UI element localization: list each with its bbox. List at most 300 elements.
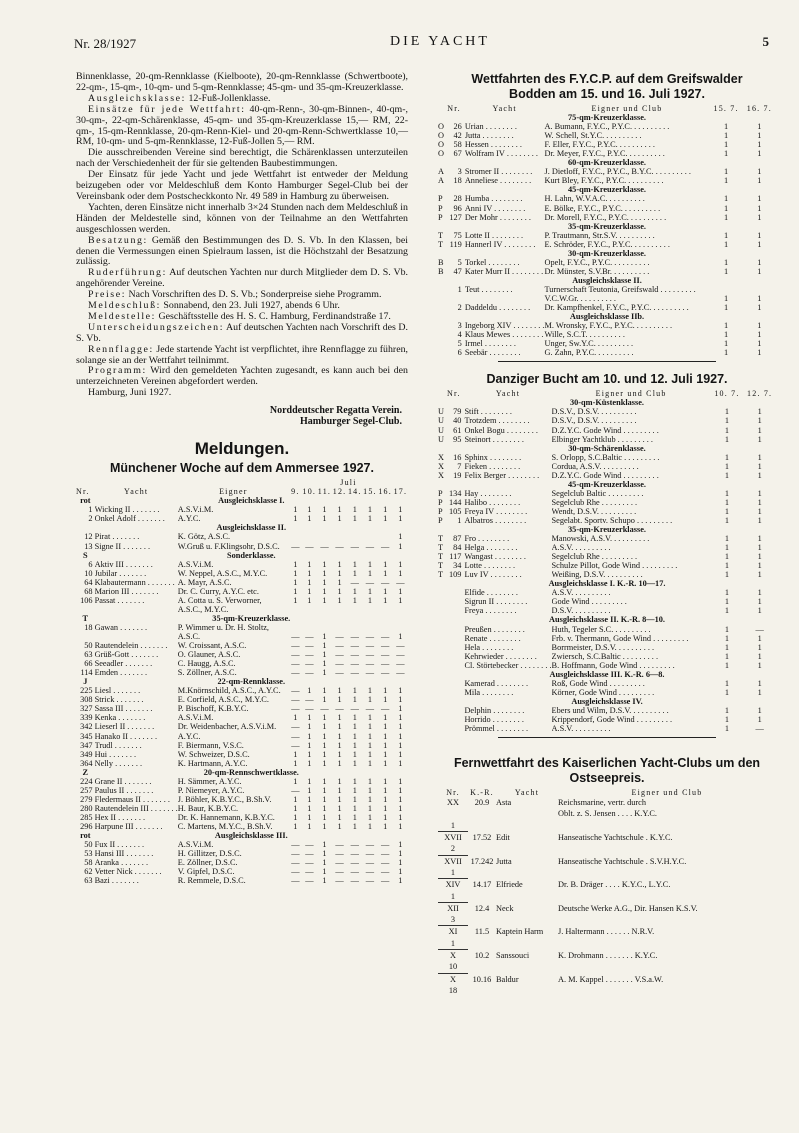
entry-start: — <box>380 641 390 651</box>
table-row <box>76 668 408 677</box>
entry-start: 1 <box>322 668 327 678</box>
entry-yacht: Klaus Mewes . . . . . . . . <box>464 330 544 340</box>
sail-numerator: 2 <box>438 843 468 855</box>
entry-owner: A.S.C., M.Y.C. <box>177 604 229 614</box>
entry-start: — <box>396 659 405 669</box>
entry-start: 1 <box>398 840 403 850</box>
entry-start: 1 <box>757 194 762 204</box>
entry-yacht: Preußen . . . . . . . . <box>464 624 525 634</box>
table-row <box>438 498 776 507</box>
entry-start: 1 <box>724 705 730 715</box>
entry-owner: K. Hartmann, A.Y.C. <box>177 758 248 768</box>
class-row <box>438 670 776 679</box>
entry-yacht: Lotte . . . . . . . . <box>464 561 516 571</box>
sail-letter: P <box>438 488 443 498</box>
entry-number: 345 <box>80 731 93 741</box>
sail-letter: P <box>438 194 443 204</box>
table-row <box>438 416 776 425</box>
header-nr: Nr. <box>76 487 90 497</box>
paragraph-lead: Meldestelle: <box>88 310 157 322</box>
entry-start: — <box>291 650 300 660</box>
entry-start: 1 <box>383 785 388 795</box>
entry-start: — <box>291 695 300 705</box>
entry-yacht: Wangast . . . . . . . . <box>464 552 526 562</box>
sail-letter: P <box>438 515 443 525</box>
entry-yacht: Hay . . . . . . . . <box>464 488 512 498</box>
entry-number: 53 <box>84 849 93 859</box>
entry-yacht: Edit <box>496 833 510 843</box>
entry-start: 1 <box>398 867 403 877</box>
table-header-row <box>76 478 408 487</box>
sail-number: 4 <box>457 330 462 340</box>
entry-start: 1 <box>307 577 312 587</box>
entry-owner: B. Hoffmann, Gode Wind . . . . . . . . . <box>551 660 675 670</box>
entry-start: 1 <box>757 705 762 715</box>
table-header-row <box>438 788 776 797</box>
entry-start: 1 <box>724 497 730 507</box>
entry-yacht: Daddeldu . . . . . . . . <box>464 303 531 313</box>
entry-start: 1 <box>724 425 730 435</box>
table-row <box>76 514 408 523</box>
fycp-title <box>438 72 776 102</box>
entry-start: 1 <box>724 230 729 240</box>
divider <box>498 737 716 738</box>
entry-yacht: Paulus II . . . . . . . <box>94 785 154 795</box>
entry-owner: Hanseatische Yachtschule . K.Y.C. <box>558 833 673 843</box>
entry-start: — <box>291 849 300 859</box>
class-name: Ausgleichsklasse II. K.-R. 8—10. <box>549 615 665 625</box>
entry-number: 280 <box>80 803 93 813</box>
entry-start <box>743 285 776 294</box>
entry-start: — <box>380 867 390 877</box>
entry-start: 1 <box>307 514 312 524</box>
sail-number: 61 <box>453 425 462 435</box>
table-row <box>438 643 776 652</box>
entry-start: 1 <box>757 570 762 580</box>
entry-start: 1 <box>322 731 327 741</box>
entry-owner: Hanseatische Yachtschule . S.V.H.Y.C. <box>558 856 687 866</box>
entry-start: — <box>291 876 300 886</box>
entry-start <box>302 605 317 614</box>
sail-number <box>447 652 464 661</box>
entry-start: — <box>365 577 375 587</box>
entry-owner: Segelclub Baltic . . . . . . . . . <box>551 488 644 498</box>
sail-letter <box>438 625 447 634</box>
entry-start: 1 <box>398 794 403 804</box>
sail-number: 87 <box>453 534 462 544</box>
paragraph-text: Der Einsatz für jede Yacht und jede Wettfahrt ist entweder der Meldung beizugeben oder vor Meldeschluß dem Konto Hamburger Segel-Club bei der Vereinsbank oder dem Postscheckkonto Nr. 49 589 in Hamburg zu überweisen. <box>76 169 408 202</box>
entry-start: 1 <box>307 713 312 723</box>
entry-number: 13 <box>84 541 93 551</box>
entry-yacht: Elfide . . . . . . . . <box>464 588 518 598</box>
class-row <box>76 614 408 623</box>
entry-start: 1 <box>293 812 298 822</box>
entry-start: 1 <box>367 695 373 705</box>
sail-number <box>447 597 464 606</box>
entry-start: 1 <box>322 713 327 723</box>
paragraph-text: Binnenklasse, 20-qm-Rennklasse (Kielboote), 20-qm-Rennklasse (Schwertboote), 22-qm-, 15-qm-, 10-qm- und 5-qm-Rennklasse; 45-qm- und 35-qm-Kreuzerklasse. <box>76 71 408 93</box>
sail-number: 19 <box>453 470 462 480</box>
entry-start: 1 <box>367 559 373 569</box>
entry-start: — <box>365 858 375 868</box>
entry-start: 1 <box>307 794 312 804</box>
entry-start: — <box>365 641 375 651</box>
entry-start: 1 <box>293 559 298 569</box>
paragraph <box>76 323 408 345</box>
entry-start: 1 <box>757 534 762 544</box>
table-row <box>76 876 408 885</box>
entry-start: — <box>291 641 300 651</box>
entry-start <box>709 285 742 294</box>
entry-start: 1 <box>352 713 357 723</box>
entry-start: 1 <box>322 577 327 587</box>
entry-start: — <box>350 641 359 651</box>
entry-start: 1 <box>293 595 298 605</box>
header-date: 10. 7. <box>714 389 740 399</box>
class-flag: rot <box>80 831 91 841</box>
entry-start: 1 <box>367 749 373 759</box>
sail-number: 47 <box>453 266 462 276</box>
sail-number: 79 <box>453 407 462 417</box>
entry-number: 63 <box>84 650 93 660</box>
entry-yacht: Fux II . . . . . . . <box>94 840 145 850</box>
entry-start: 1 <box>383 794 388 804</box>
entry-start: — <box>365 840 375 850</box>
entry-yacht: Marion III . . . . . . . <box>94 586 159 596</box>
sail-number: 7 <box>457 461 462 471</box>
entry-start: 1 <box>757 552 762 562</box>
entry-start: 1 <box>724 534 730 544</box>
entry-start: 1 <box>322 749 327 759</box>
table-row <box>438 820 776 844</box>
sail-letter <box>438 597 447 606</box>
entry-start: 1 <box>398 686 403 696</box>
entry-owner: Dr. Morell, F.Y.C., P.Y.C. . . . . . . . . . <box>544 212 667 222</box>
entry-start: 1 <box>337 713 342 723</box>
entry-start: 1 <box>322 840 327 850</box>
entry-owner: J. Dietloff, F.Y.C., P.Y.C., B.Y.C. . . . . . . . . . <box>544 167 691 177</box>
entry-owner: W. Schell, St.Y.C. . . . . . . . . . <box>544 131 642 141</box>
header-cell <box>438 389 447 398</box>
entry-start: 1 <box>757 176 762 186</box>
entry-number: 308 <box>80 695 93 705</box>
entry-owner: V. Gipfel, D.S.C. <box>177 867 235 877</box>
entry-start: 1 <box>398 812 403 822</box>
entry-yacht: Mila . . . . . . . . <box>464 687 514 697</box>
entry-start: 1 <box>322 849 327 859</box>
entry-number: 64 <box>84 577 93 587</box>
entry-start: 1 <box>398 704 403 714</box>
entry-start: 1 <box>322 659 327 669</box>
entry-start <box>302 532 317 541</box>
entry-start: 1 <box>322 641 327 651</box>
table-row <box>438 938 776 962</box>
table-row <box>438 321 776 330</box>
entry-start: 1 <box>757 506 762 516</box>
entry-start: 1 <box>757 416 762 426</box>
entry-start <box>362 532 377 541</box>
entry-yacht: Rautendelein . . . . . . . <box>94 641 168 651</box>
entry-start: — <box>305 650 314 660</box>
entry-start: 1 <box>367 803 373 813</box>
sail-class: XVII <box>444 833 462 843</box>
table-row <box>76 632 408 641</box>
entry-yacht <box>95 605 178 614</box>
entry-start: 1 <box>322 586 327 596</box>
entry-yacht: Der Mohr . . . . . . . . <box>464 212 531 222</box>
sail-number: 84 <box>453 543 462 553</box>
sail-numerator: 1 <box>438 867 468 879</box>
entry-owner: A.S.C. <box>177 631 201 641</box>
entry-start: 1 <box>352 722 357 732</box>
entry-start: 1 <box>322 876 327 886</box>
entry-start: — <box>350 858 359 868</box>
table-row <box>438 688 776 697</box>
entry-start: 1 <box>322 803 327 813</box>
class-name: 35-qm-Kreuzerklasse. <box>212 613 291 623</box>
entry-start: 1 <box>724 660 730 670</box>
entry-start: 1 <box>322 867 327 877</box>
entry-start: — <box>380 704 390 714</box>
table-row <box>438 176 776 185</box>
entry-start: 1 <box>724 488 730 498</box>
entry-start: — <box>350 577 359 587</box>
sail-number <box>447 643 464 652</box>
entry-number: 347 <box>80 740 93 750</box>
paragraph <box>76 203 408 236</box>
sail-letter <box>438 348 447 357</box>
entry-yacht: Stromer II . . . . . . . . <box>464 167 533 177</box>
entry-yacht: Steinort . . . . . . . . <box>464 434 524 444</box>
entry-start: 1 <box>352 794 357 804</box>
sail-letter <box>438 294 447 303</box>
paragraph-lead: Ruderführung: <box>88 267 167 279</box>
entry-yacht: Kenka . . . . . . . <box>94 713 146 723</box>
entry-start: 1 <box>352 812 357 822</box>
sail-number: 1 <box>457 515 462 525</box>
entry-start: 1 <box>322 650 327 660</box>
entry-start: — <box>291 840 300 850</box>
entry-start: 1 <box>322 695 327 705</box>
sail-letter: B <box>438 266 444 276</box>
entry-start: — <box>291 722 300 732</box>
entry-start: — <box>350 876 359 886</box>
entry-number: 68 <box>84 586 93 596</box>
table-row <box>438 914 776 938</box>
sail-number <box>447 606 464 615</box>
entry-start: 1 <box>757 239 762 249</box>
sail-letter <box>438 330 447 339</box>
entry-yacht <box>95 632 178 641</box>
entry-owner: Krippendorf, Gode Wind . . . . . . . . . <box>551 715 673 724</box>
entry-start: 1 <box>367 794 373 804</box>
entry-start: — <box>365 650 375 660</box>
kr-value: 11.5 <box>474 927 490 937</box>
sail-letter: B <box>438 257 444 267</box>
entry-start: 1 <box>757 515 762 525</box>
class-row <box>438 579 776 588</box>
entry-start: — <box>291 668 300 678</box>
entry-owner: A.S.V.i.M. <box>177 713 214 723</box>
entry-owner: Segelclub Rhe . . . . . . . . . <box>551 497 638 507</box>
class-flag: Z <box>82 767 89 777</box>
entry-start: 1 <box>367 568 373 578</box>
sail-letter: P <box>438 203 443 213</box>
header-nr: Nr. <box>446 788 460 798</box>
table-row <box>438 715 776 724</box>
paragraph <box>76 388 408 399</box>
entry-start: 1 <box>383 595 388 605</box>
table-row <box>438 339 776 348</box>
page-header <box>74 34 769 54</box>
table-row <box>76 795 408 804</box>
entry-start: 1 <box>322 740 327 750</box>
entry-start: — <box>305 858 314 868</box>
entry-yacht: Kamerad . . . . . . . . <box>464 678 529 688</box>
entry-start: 1 <box>352 776 357 786</box>
paragraph-lead: Besatzung: <box>88 234 148 246</box>
table-row <box>76 695 408 704</box>
entry-start: 1 <box>337 821 342 831</box>
entry-yacht: Klabautermann . . . . . . . <box>94 577 175 587</box>
sail-letter: O <box>438 122 444 132</box>
entry-yacht: Bazi . . . . . . . <box>94 876 139 886</box>
sail-letter: O <box>438 149 444 159</box>
entry-yacht <box>465 294 545 303</box>
sail-class: XIV <box>445 880 461 890</box>
sail-number <box>447 715 464 724</box>
entry-start <box>362 623 377 632</box>
entry-owner: Wille, S.C.T. . . . . . . . . . <box>544 330 625 340</box>
entry-start: — <box>380 631 390 641</box>
entry-start: — <box>396 650 405 660</box>
table-row <box>438 489 776 498</box>
sail-number: 67 <box>453 149 462 159</box>
sail-number <box>447 634 464 643</box>
class-row <box>76 496 408 505</box>
header-day: 12. <box>332 487 347 497</box>
entry-start: 1 <box>757 339 762 349</box>
entry-owner: D.S.V., D.S.V. . . . . . . . . . <box>551 416 637 426</box>
entry-start: 1 <box>383 758 388 768</box>
table-row <box>438 303 776 312</box>
entry-start: 1 <box>367 731 373 741</box>
entry-start: 1 <box>367 595 373 605</box>
entry-start: 1 <box>383 713 388 723</box>
entry-start: — <box>335 867 344 877</box>
table-row <box>76 849 408 858</box>
entry-yacht: Ingeborg XIV . . . . . . . . <box>464 321 545 331</box>
entry-number: 66 <box>84 659 93 669</box>
table-row <box>438 462 776 471</box>
table-row <box>438 330 776 339</box>
class-flag: J <box>83 677 88 687</box>
table-row <box>438 606 776 615</box>
entry-owner: O. Glauner, A.S.C. <box>177 650 241 660</box>
entry-start: 1 <box>307 586 312 596</box>
entry-start: 1 <box>757 651 762 661</box>
entry-owner: E. Schröder, F.Y.C., P.Y.C. . . . . . . . . . <box>544 239 670 249</box>
class-row <box>76 523 408 532</box>
entry-start: 1 <box>322 568 327 578</box>
entry-start: 1 <box>757 660 762 670</box>
entry-start: 1 <box>398 631 403 641</box>
entry-start: 1 <box>757 212 762 222</box>
title-line: Fernwettfahrt des Kaiserlichen Yacht-Clubs um den <box>453 756 761 771</box>
header-cell <box>95 478 178 487</box>
table-row <box>438 267 776 276</box>
sail-letter <box>438 634 447 643</box>
entry-start: 1 <box>293 586 298 596</box>
table-row <box>438 231 776 240</box>
entry-yacht: Hanako II . . . . . . . <box>94 731 158 741</box>
entry-yacht: Lieserl II . . . . . . . <box>94 722 155 732</box>
table-row <box>438 140 776 149</box>
entry-start: 1 <box>724 194 729 204</box>
entry-yacht: Asta <box>496 798 512 808</box>
entry-start: — <box>291 631 300 641</box>
paragraph <box>76 345 408 367</box>
entry-owner: P. Trautmann, Str.S.V. . . . . . . . . . <box>544 230 655 240</box>
class-name: 22-qm-Rennklasse. <box>217 677 286 687</box>
class-name: Ausgleichsklasse III. K.-R. 6—8. <box>549 669 665 679</box>
entry-start: 1 <box>367 586 373 596</box>
entry-number: 12 <box>84 532 93 542</box>
sail-number: 6 <box>457 348 462 358</box>
entry-yacht: Baldur <box>496 974 519 984</box>
table-row <box>438 808 776 819</box>
entry-start: 1 <box>757 230 762 240</box>
table-row <box>438 534 776 543</box>
entry-yacht: Sassa III . . . . . . . <box>94 704 153 714</box>
entry-owner: Elbinger Yachtklub . . . . . . . . . <box>551 434 653 444</box>
entry-yacht: Wolfram IV . . . . . . . . <box>464 149 538 159</box>
entry-start: 1 <box>337 740 342 750</box>
entry-start: 1 <box>724 407 730 417</box>
kr-value: 10.2 <box>474 951 490 960</box>
entry-start: 1 <box>293 794 298 804</box>
entry-start: — <box>380 849 390 859</box>
entry-yacht: Elfriede <box>496 880 523 890</box>
entry-owner: E. Zöllner, D.S.C. <box>177 858 238 868</box>
entry-start: 1 <box>367 686 373 696</box>
entry-yacht: Vetter Nick . . . . . . . <box>94 867 162 877</box>
entry-start: 1 <box>293 505 298 515</box>
entry-start: 1 <box>383 514 388 524</box>
entry-start: 1 <box>383 812 388 822</box>
sail-number: 5 <box>457 339 462 349</box>
sail-number: 117 <box>449 552 462 562</box>
entry-start: 1 <box>337 595 342 605</box>
entry-start: 1 <box>337 577 342 587</box>
class-name: 35-qm-Kreuzerklasse. <box>568 525 646 535</box>
entry-start: — <box>305 695 314 705</box>
entry-owner: G. Zahn, P.Y.C. . . . . . . . . . <box>544 348 634 358</box>
header-yacht: Yacht <box>492 104 517 113</box>
entry-yacht: Freya . . . . . . . . <box>464 606 517 616</box>
entry-start: 1 <box>398 758 403 768</box>
kr-value <box>468 808 496 819</box>
entry-start <box>347 605 362 614</box>
sail-class: XII <box>447 903 459 913</box>
entry-start: 1 <box>724 651 730 661</box>
entry-owner: Segelabt. Sportv. Schupo . . . . . . . . . <box>551 515 673 525</box>
entry-start: — <box>305 659 314 669</box>
sail-letter: X <box>438 461 444 471</box>
entry-start: 1 <box>724 321 729 331</box>
entry-start: — <box>305 668 314 678</box>
table-row <box>76 759 408 768</box>
